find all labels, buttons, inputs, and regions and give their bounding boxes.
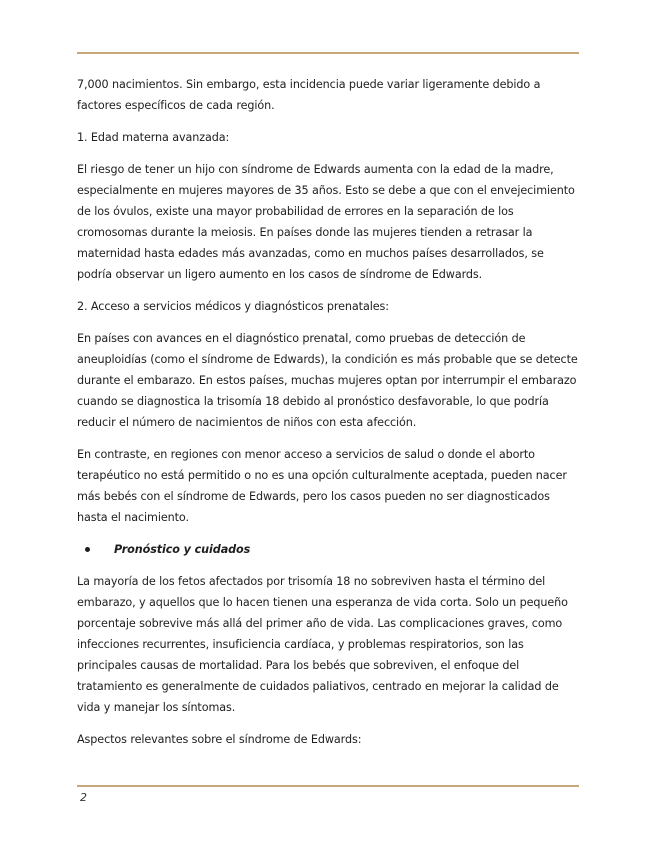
heading-acceso-servicios: 2. Acceso a servicios médicos y diagnósticos prenatales: xyxy=(77,300,389,313)
bullet-item xyxy=(77,539,582,560)
header-rule xyxy=(77,52,579,54)
page-number: 2 xyxy=(80,791,87,804)
paragraph-contraste: En contraste, en regiones con menor acceso a servicios de salud o donde el aborto terapéutico no está permitido o no es una opción culturalmente aceptada, pueden nacer más bebés con el síndrome de Edwards, pero los casos pueden no ser diagnosticados hasta el nacimiento. xyxy=(77,448,567,524)
paragraph-diagnostico-prenatal: En países con avances en el diagnóstico prenatal, como pruebas de detección de aneuploidías (como el síndrome de Edwards), la condición es más probable que se detecte durante el embarazo. En estos países, muchas mujeres optan por interrumpir el embarazo cuando se diagnostica la trisomía 18 debido al pronóstico desfavorable, lo que podría reducir el número de nacimientos de niños con esta afección. xyxy=(77,332,578,429)
page-body xyxy=(77,74,582,761)
paragraph-intro: 7,000 nacimientos. Sin embargo, esta incidencia puede variar ligeramente debido a factores específicos de cada región. xyxy=(77,78,541,112)
paragraph-aspectos: Aspectos relevantes sobre el síndrome de Edwards: xyxy=(77,733,362,746)
paragraph-pronostico: La mayoría de los fetos afectados por trisomía 18 no sobreviven hasta el término del embarazo, y aquellos que lo hacen tienen una esperanza de vida corta. Solo un pequeño porcentaje sobrevive más allá del primer año de vida. Las complicaciones graves, como infecciones recurrentes, insuficiencia cardíaca, y problemas respiratorios, son las principales causas de mortalidad. Para los bebés que sobreviven, el enfoque del tratamiento es generalmente de cuidados paliativos, centrado en mejorar la calidad de vida y manejar los síntomas. xyxy=(77,575,568,714)
paragraph-edad-materna: El riesgo de tener un hijo con síndrome de Edwards aumenta con la edad de la madre, especialmente en mujeres mayores de 35 años. Esto se debe a que con el envejecimiento de los óvulos, existe una mayor probabilidad de errores en la separación de los cromosomas durante la meiosis. En países donde las mujeres tienden a retrasar la maternidad hasta edades más avanzadas, como en muchos países desarrollados, se podría observar un ligero aumento en los casos de síndrome de Edwards. xyxy=(77,163,575,281)
heading-edad-materna: 1. Edad materna avanzada: xyxy=(77,131,230,144)
bullet-dot-icon xyxy=(85,547,90,552)
bullet-label: Pronóstico y cuidados xyxy=(114,543,251,556)
footer-rule xyxy=(77,785,579,787)
